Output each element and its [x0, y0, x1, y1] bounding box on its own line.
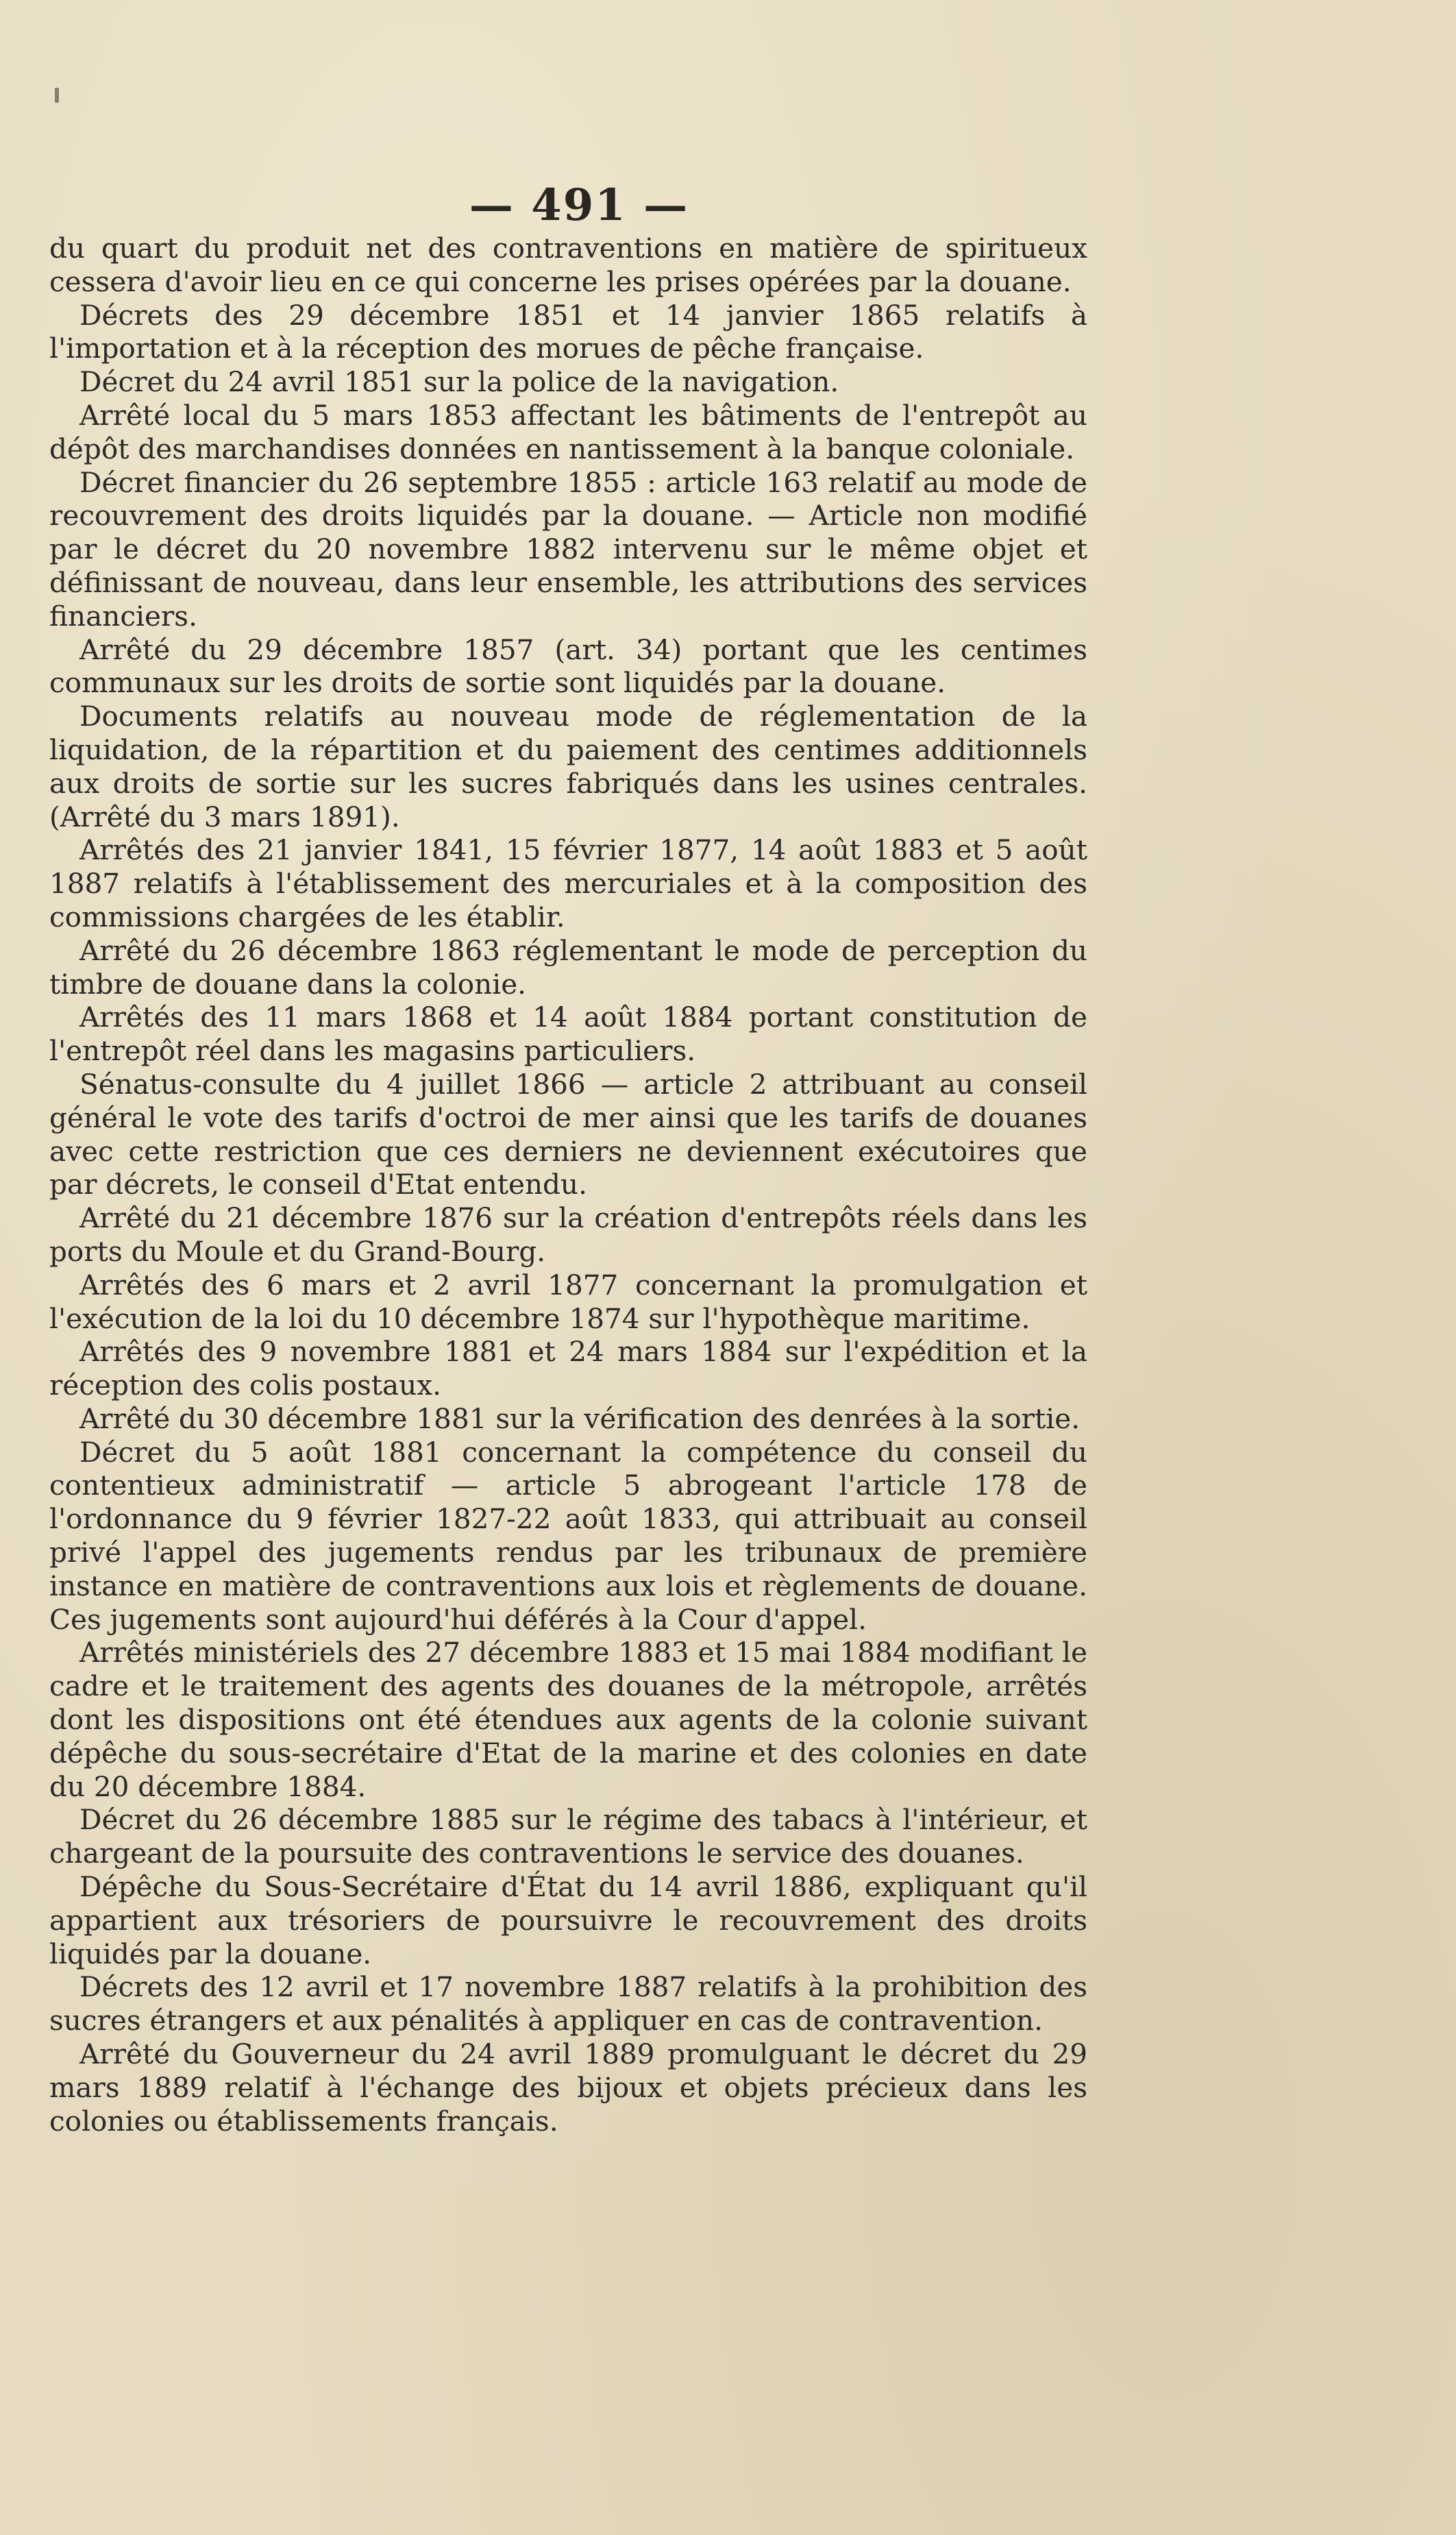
paragraph: Arrêté du 26 décembre 1863 réglementant le mode de perception du timbre de douane dans la colonie. — [49, 933, 1087, 1001]
paragraph: Arrêté du 30 décembre 1881 sur la vérification des denrées à la sortie. — [79, 1401, 1081, 1435]
body-text — [49, 232, 1087, 2138]
paragraph: Arrêté du 29 décembre 1857 (art. 34) portant que les centimes communaux sur les droits de sortie sont liquidés par la douane. — [49, 633, 1087, 700]
paragraph: Arrêtés ministériels des 27 décembre 1883 et 15 mai 1884 modifiant le cadre et le traitement des agents des douanes de la métropole, arrêtés dont les dispositions ont été étendues aux agents de la colonie suivant dépêche du sous-secrétaire d'Etat de la marine et des colonies en date du 20 décembre 1884. — [49, 1636, 1087, 1803]
paragraph: Arrêtés des 9 novembre 1881 et 24 mars 1884 sur l'expédition et la réception des colis postaux. — [49, 1335, 1087, 1402]
paragraph-continued: du quart du produit net des contraventions en matière de spiritueux cessera d'avoir lieu en ce qui concerne les prises opérées par la douane. — [49, 232, 1087, 298]
paragraph: Décret du 24 avril 1851 sur la police de la navigation. — [79, 365, 839, 399]
paragraph: Documents relatifs au nouveau mode de réglementation de la liquidation, de la répartition et du paiement des centimes additionnels aux droits de sortie sur les sucres fabriqués dans les usines centrales. (Arrêté du 3 mars 1891). — [49, 700, 1087, 833]
paragraph: Décrets des 12 avril et 17 novembre 1887 relatifs à la prohibition des sucres étrangers et aux pénalités à appliquer en cas de contravention. — [49, 1970, 1087, 2037]
page-number: — 491 — — [469, 180, 689, 231]
paragraph: Arrêté du Gouverneur du 24 avril 1889 promulguant le décret du 29 mars 1889 relatif à l'échange des bijoux et objets précieux dans les colonies ou établissements français. — [49, 2037, 1087, 2138]
paragraph: Arrêtés des 11 mars 1868 et 14 août 1884 portant constitution de l'entrepôt réel dans les magasins particuliers. — [49, 1001, 1087, 1068]
paragraph: Sénatus-consulte du 4 juillet 1866 — article 2 attribuant au conseil général le vote des tarifs d'octroi de mer ainsi que les tarifs de douanes avec cette restriction que ces derniers ne deviennent exécutoires que par décrets, le conseil d'Etat entendu. — [49, 1067, 1087, 1201]
ink-speck — [55, 88, 59, 103]
paragraph: Dépêche du Sous-Secrétaire d'État du 14 avril 1886, expliquant qu'il appartient aux trésoriers de poursuivre le recouvrement des droits liquidés par la douane. — [49, 1870, 1087, 1970]
paragraph: Arrêté local du 5 mars 1853 affectant les bâtiments de l'entrepôt au dépôt des marchandises données en nantissement à la banque coloniale. — [49, 398, 1087, 465]
paragraph: Décret du 26 décembre 1885 sur le régime des tabacs à l'intérieur, et chargeant de la poursuite des contraventions le service des douanes. — [49, 1803, 1087, 1870]
paragraph: Décret financier du 26 septembre 1855 : article 163 relatif au mode de recouvrement des droits liquidés par la douane. — Article non modifié par le décret du 20 novembre 1882 intervenu sur le même objet et définissant de nouveau, dans leur ensemble, les attributions des services financiers. — [49, 465, 1087, 633]
paragraph: Arrêtés des 6 mars et 2 avril 1877 concernant la promulgation et l'exécution de la loi du 10 décembre 1874 sur l'hypothèque maritime. — [49, 1268, 1087, 1335]
paragraph: Décret du 5 août 1881 concernant la compétence du conseil du contentieux administratif — article 5 abrogeant l'article 178 de l'ordonnance du 9 février 1827-22 août 1833, qui attribuait au conseil privé l'appel des jugements rendus par les tribunaux de première instance en matière de contraventions aux lois et règlements de douane. Ces jugements sont aujourd'hui déférés à la Cour d'appel. — [49, 1435, 1087, 1636]
paragraph: Décrets des 29 décembre 1851 et 14 janvier 1865 relatifs à l'importation et à la réception des morues de pêche française. — [49, 298, 1087, 365]
paragraph: Arrêté du 21 décembre 1876 sur la création d'entrepôts réels dans les ports du Moule et du Grand-Bourg. — [49, 1201, 1087, 1268]
paragraph: Arrêtés des 21 janvier 1841, 15 février 1877, 14 août 1883 et 5 août 1887 relatifs à l'établissement des mercuriales et à la composition des commissions chargées de les établir. — [49, 833, 1087, 933]
